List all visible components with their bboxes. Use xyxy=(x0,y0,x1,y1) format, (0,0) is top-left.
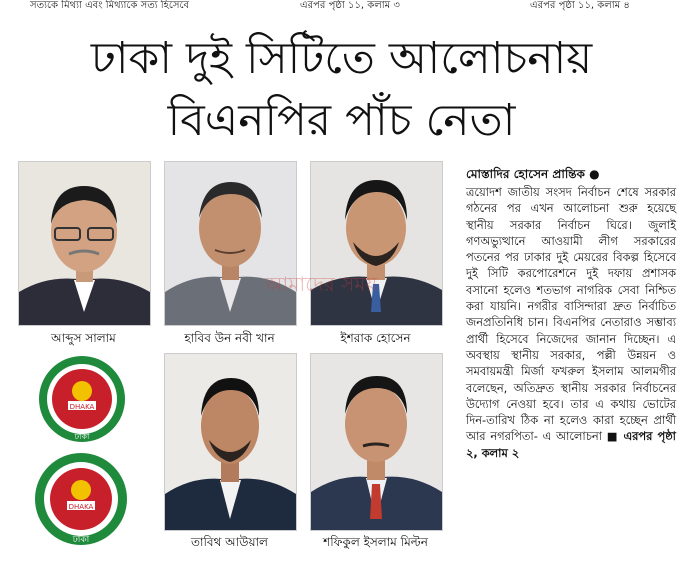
svg-text:DHAKA: DHAKA xyxy=(69,403,95,411)
top-strip-left: সত্যকে মিথ্যা এবং মিথ্যাকে সত্য হিসেবে xyxy=(30,0,190,11)
article-body: ত্রয়োদশ জাতীয় সংসদ নির্বাচন শেষে সরকার গঠনের পর এখন আলোচনা শুরু হয়েছে স্থানীয় সরকার নির্বাচন ঘিরে। জুলাই গণঅভ্যুত্থানে আওয়ামী লীগ সরকারের পতনের পর ঢাকার দুই মেয়রের বিকল্প হিসেবে দুই সিটি করপোরেশনে দুই দফায় প্রশাসক বসানো হলেও শতভাগ নাগরিক সেবা নিশ্চিত করা যায়নি। নগরীর বাসিন্দারা দ্রুত নির্বাচিত জনপ্রতিনিধি চান। বিএনপির নেতারাও সম্ভাব্য প্রার্থী হিসেবে নিজেদের জানান দিচ্ছেন। এ অবস্থায় স্থানীয় সরকার, পল্লী উন্নয়ন ও সমবায়মন্ত্রী মির্জা ফখরুল ইসলাম আলমগীর বলেছেন, অতিদ্রুত স্থানীয় সরকার নির্বাচনের উদ্যোগ নেওয়া হবে। তার এ কথায় ভোটের দিন-তারিখ ঠিক না হলেও কারা হচ্ছেন প্রার্থী আর নগরপিতা- এ আলোচনা ■ এরপর পৃষ্ঠা ২, কলাম ২ xyxy=(466,185,676,460)
dscc-seal xyxy=(38,355,126,447)
svg-text:ঢাকা: ঢাকা xyxy=(74,432,90,441)
photo-caption-5: শফিকুল ইসলাম মিল্টন xyxy=(323,535,428,549)
svg-text:DHAKA: DHAKA xyxy=(68,503,94,511)
photo-caption-1: আব্দুস সালাম xyxy=(51,331,116,345)
article-text: ত্রয়োদশ জাতীয় সংসদ নির্বাচন শেষে সরকার গঠনের পর এখন আলোচনা শুরু হয়েছে স্থানীয় সরকার নির্বাচন ঘিরে। জুলাই গণঅভ্যুত্থানে আওয়ামী লীগ সরকারের পতনের পর ঢাকার দুই মেয়রের বিকল্প হিসেবে দুই সিটি করপোরেশনে দুই দফায় প্রশাসক বসানো হলেও শতভাগ নাগরিক সেবা নিশ্চিত করা যায়নি। নগরীর বাসিন্দারা দ্রুত নির্বাচিত জনপ্রতিনিধি চান। বিএনপির নেতারাও সম্ভাব্য প্রার্থী হিসেবে নিজেদের জানান দিচ্ছেন। এ অবস্থায় স্থানীয় সরকার, পল্লী উন্নয়ন ও সমবায়মন্ত্রী মির্জা ফখরুল ইসলাম আলমগীর বলেছেন, অতিদ্রুত স্থানীয় সরকার নির্বাচনের উদ্যোগ নেওয়া হবে। তার এ কথায় ভোটের দিন-তারিখ ঠিক না হলেও কারা হচ্ছেন প্রার্থী আর নগরপিতা- এ আলোচনা xyxy=(466,185,676,444)
dncc-seal xyxy=(34,452,128,550)
top-strip xyxy=(0,0,683,14)
top-strip-right: এরপর পৃষ্ঠা ১১, কলাম ৪ xyxy=(530,0,630,11)
svg-text:ঢাকা: ঢাকা xyxy=(72,535,90,545)
jump-line: এরপর পৃষ্ঠা ২, কলাম ২ xyxy=(466,429,676,460)
portrait-photo-5 xyxy=(310,353,443,531)
headline-line-1: ঢাকা দুই সিটিতে আলোচনায় xyxy=(90,33,593,84)
portrait-photo-1 xyxy=(18,161,151,326)
photo-caption-2: হাবিব উন নবী খান xyxy=(184,331,275,345)
headline-line-2: বিএনপির পাঁচ নেতা xyxy=(167,95,516,146)
byline: মোস্তাদির হোসেন প্রান্তিক ● xyxy=(466,167,600,181)
watermark: আমাদের সময় xyxy=(265,272,378,296)
photo-caption-3: ইশরাক হোসেন xyxy=(340,331,411,345)
photo-caption-4: তাবিথ আউয়াল xyxy=(190,535,269,549)
portrait-photo-4 xyxy=(164,353,297,531)
top-strip-mid: এরপর পৃষ্ঠা ১১, কলাম ৩ xyxy=(300,0,400,11)
